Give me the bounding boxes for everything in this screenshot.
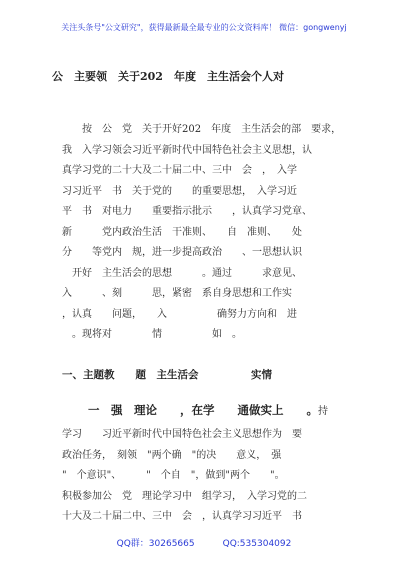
footer-contact bbox=[0, 536, 408, 549]
section-heading: 一、主题教 题 主生活会 实情 bbox=[62, 369, 272, 381]
intro-line: ，认真 问题， 入 确努力方向和 进 bbox=[62, 308, 297, 320]
footer-qq: QQ:535304092 bbox=[222, 539, 292, 549]
header-banner: 关注头条号"公文研究"，获得最新最全最专业的公文资料库！ 微信：gongwenyj bbox=[61, 23, 347, 32]
subheading bbox=[88, 402, 328, 418]
intro-line: 习习近平 书 关于党的 的重要思想， 入学习近 bbox=[62, 185, 297, 197]
intro-line: 新 党内政治生活 干准则、 自 准则、 处 bbox=[62, 226, 302, 238]
body-line: 积极参加公 党 理论学习中 组学习， 入学习党的二 bbox=[62, 490, 307, 502]
intro-line: 我 入学习领会习近平新时代中国特色社会主义思想，认 bbox=[62, 144, 312, 156]
document-title: 公 主要领 关于202 年度 主生活会个人对 bbox=[52, 70, 284, 83]
intro-line: 开好 主生活会的思想 。通过 求意见、 bbox=[62, 267, 302, 279]
body-line: 政治任务， 刻领 "两个确 "的决 意义， 强 bbox=[62, 449, 282, 461]
subheading-bold: 一 强 理论 ，在学 通做实上 。 bbox=[88, 403, 318, 417]
body-line: 学习 习近平新时代中国特色社会主义思想作为 要 bbox=[62, 429, 302, 440]
intro-paragraph bbox=[62, 120, 362, 346]
body-line: " 个意识"、 " 个自 "，做到"两个 "。 bbox=[62, 470, 285, 481]
intro-line: 入 、刻 思，紧密 系自身思想和工作实 bbox=[62, 288, 292, 299]
body-paragraph bbox=[62, 425, 362, 528]
subheading-tail: 持 bbox=[318, 406, 328, 417]
footer-qq-group: QQ群：30265665 bbox=[116, 539, 195, 549]
intro-line: 。现将对 情 如 。 bbox=[62, 329, 242, 340]
intro-line: 按 公 党 关于开好202 年度 主生活会的部 要求， bbox=[62, 124, 342, 135]
intro-line: 平 书 对电力 重要指示批示 ，认真学习党章、 bbox=[62, 206, 312, 217]
intro-line: 分 等党内 规，进一步提高政治 、一思想认识 bbox=[62, 247, 302, 258]
intro-line: 真学习党的二十大及二十届二中、三中 会 ， 入学 bbox=[62, 165, 297, 176]
body-line: 十大及二十届二中、三中 会 ，认真学习习近平 书 bbox=[62, 511, 302, 522]
